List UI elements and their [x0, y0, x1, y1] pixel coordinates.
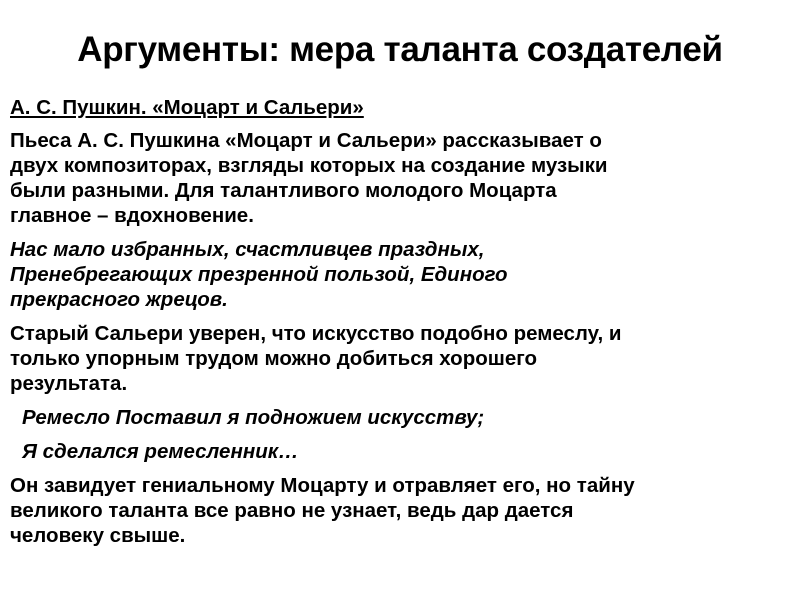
quote-line: Я сделался ремесленник…	[22, 440, 299, 463]
quote-line: Пренебрегающих презренной пользой, Единого	[10, 263, 508, 286]
text-line: Он завидует гениальному Моцарту и отравляет его, но тайну	[10, 474, 635, 497]
slide-body	[10, 95, 790, 557]
quote-line: прекрасного жрецов.	[10, 288, 228, 311]
quote-mozart	[10, 237, 790, 312]
quote-line: Нас мало избранных, счастливцев праздных,	[10, 238, 485, 261]
quote-line: Ремесло Поставил я подножием искусству;	[22, 406, 485, 429]
text-line: были разными. Для талантливого молодого Моцарта	[10, 179, 557, 202]
text-line: Пьеса А. С. Пушкина «Моцарт и Сальери» рассказывает о	[10, 129, 602, 152]
section-heading: А. С. Пушкин. «Моцарт и Сальери»	[10, 96, 364, 119]
paragraph-salieri	[10, 321, 790, 396]
text-line: двух композиторах, взгляды которых на создание музыки	[10, 154, 608, 177]
quote-salieri-2	[10, 439, 790, 464]
text-line: человеку свыше.	[10, 524, 186, 547]
paragraph-intro	[10, 128, 790, 228]
text-line: великого таланта все равно не узнает, ведь дар дается	[10, 499, 574, 522]
quote-salieri-1	[10, 405, 790, 430]
paragraph-conclusion	[10, 473, 790, 548]
text-line: Старый Сальери уверен, что искусство подобно ремеслу, и	[10, 322, 622, 345]
text-line: результата.	[10, 372, 128, 395]
text-line: главное – вдохновение.	[10, 204, 254, 227]
slide-title: Аргументы: мера таланта создателей	[77, 30, 723, 69]
text-line: только упорным трудом можно добиться хорошего	[10, 347, 538, 370]
